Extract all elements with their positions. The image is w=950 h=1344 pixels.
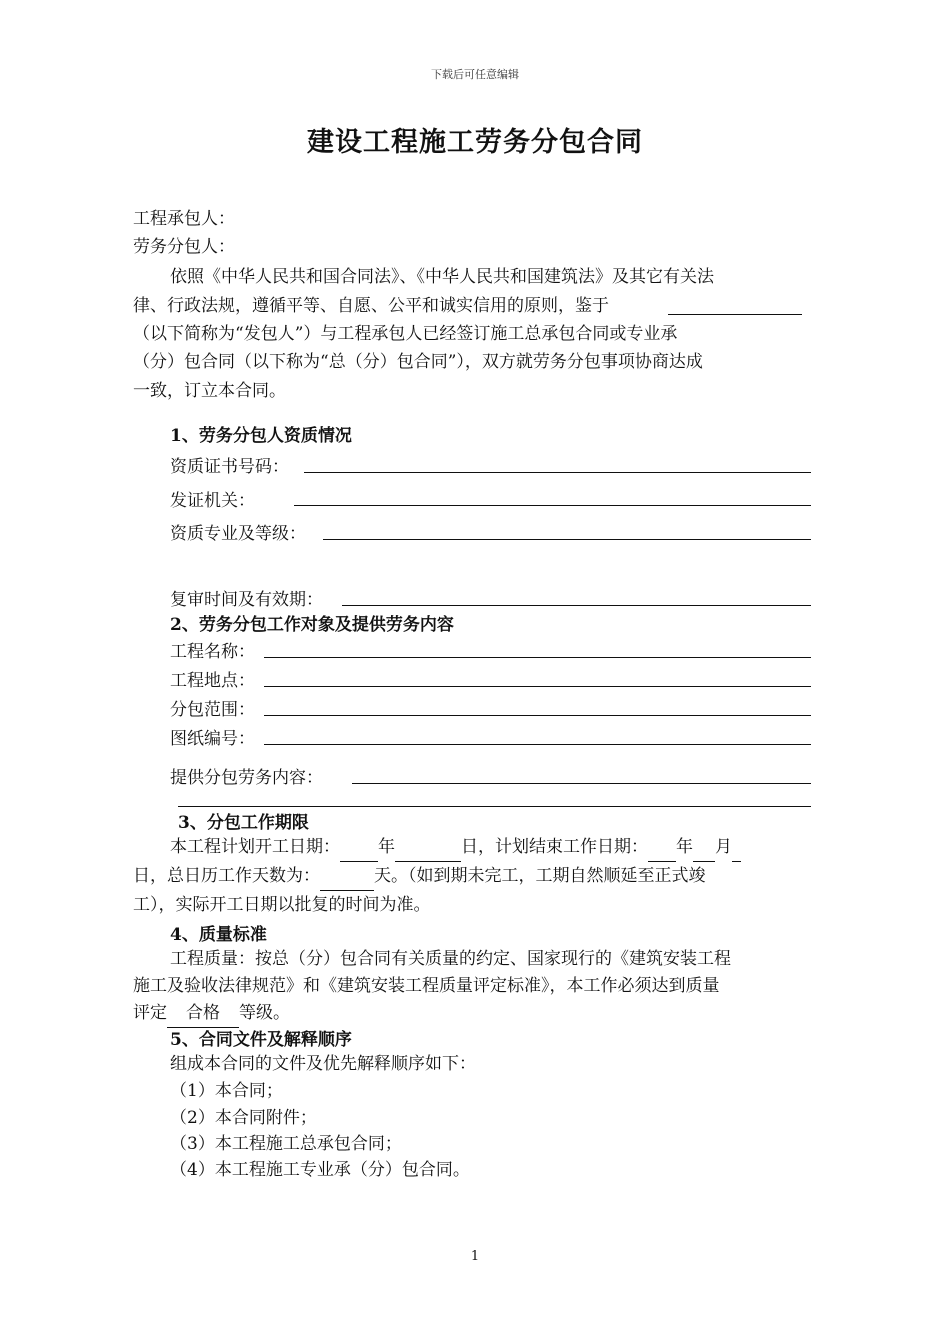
- issuer-blank[interactable]: [294, 505, 811, 506]
- start-year-blank[interactable]: [340, 833, 378, 862]
- employer-name-blank[interactable]: [668, 314, 802, 315]
- quality-label: 评定: [133, 1003, 167, 1023]
- documents-intro: 组成本合同的文件及优先解释顺序如下：: [170, 1054, 476, 1074]
- project-site-blank[interactable]: [264, 686, 811, 687]
- cert-no-blank[interactable]: [304, 472, 811, 473]
- subcontractor-label: 劳务分包人：: [133, 237, 235, 257]
- contractor-label: 工程承包人：: [133, 209, 235, 229]
- section-5-heading: 5、合同文件及解释顺序: [170, 1030, 352, 1050]
- section-1-heading: 1、劳务分包人资质情况: [170, 426, 352, 446]
- quality-suffix: 等级。: [239, 1003, 290, 1023]
- cert-no-label: 资质证书号码：: [170, 457, 289, 477]
- document-title: 建设工程施工劳务分包合同: [307, 127, 643, 158]
- project-name-label: 工程名称：: [170, 642, 255, 662]
- document-item: （1）本合同；: [170, 1081, 283, 1101]
- grade-blank[interactable]: [323, 539, 811, 540]
- quality-line-2: 施工及验收法律规范》和《建筑安装工程质量评定标准》，本工作必须达到质量: [133, 976, 720, 996]
- period-line-3: 工），实际开工日期以批复的时间为准。: [133, 895, 431, 915]
- review-label: 复审时间及有效期：: [170, 590, 323, 610]
- period-line-2: [133, 862, 706, 891]
- year-label-2: 年: [676, 837, 693, 857]
- total-days-blank[interactable]: [320, 862, 374, 891]
- content-blank-2[interactable]: [178, 806, 811, 807]
- content-blank-1[interactable]: [352, 783, 811, 784]
- header-note: 下载后可任意编辑: [431, 68, 519, 81]
- section-3-heading: 3、分包工作期限: [178, 813, 309, 833]
- page-number: 1: [470, 1249, 480, 1264]
- intro-line-5: 一致，订立本合同。: [133, 381, 286, 401]
- drawing-no-label: 图纸编号：: [170, 729, 255, 749]
- start-day-blank[interactable]: [395, 833, 461, 862]
- section-2-heading: 2、劳务分包工作对象及提供劳务内容: [170, 615, 454, 635]
- project-site-label: 工程地点：: [170, 671, 255, 691]
- total-days-label: 日，总日历工作天数为：: [133, 866, 320, 886]
- issuer-label: 发证机关：: [170, 491, 255, 511]
- document-item: （2）本合同附件；: [170, 1108, 317, 1128]
- intro-line-1: 依照《中华人民共和国合同法》、《中华人民共和国建筑法》及其它有关法: [170, 267, 714, 287]
- drawing-no-blank[interactable]: [264, 744, 811, 745]
- grade-label: 资质专业及等级：: [170, 524, 306, 544]
- end-day-blank[interactable]: [732, 833, 741, 862]
- end-year-blank[interactable]: [648, 833, 676, 862]
- section-4-heading: 4、质量标准: [170, 925, 267, 945]
- quality-value[interactable]: 合格: [167, 999, 239, 1028]
- document-item: （4）本工程施工专业承（分）包合同。: [170, 1160, 470, 1180]
- document-item: （3）本工程施工总承包合同；: [170, 1134, 402, 1154]
- quality-line-1: 工程质量：按总（分）包合同有关质量的约定、国家现行的《建筑安装工程: [170, 949, 731, 969]
- project-name-blank[interactable]: [264, 657, 811, 658]
- quality-line-3: [133, 999, 290, 1028]
- end-month-blank[interactable]: [693, 833, 715, 862]
- scope-label: 分包范围：: [170, 700, 255, 720]
- intro-line-2: 律、行政法规，遵循平等、自愿、公平和诚实信用的原则，鉴于: [133, 296, 609, 316]
- month-label: 月: [715, 837, 732, 857]
- intro-line-3: （以下简称为“发包人”）与工程承包人已经签订施工总承包合同或专业承: [133, 324, 678, 344]
- period-line-1: [170, 833, 741, 862]
- intro-line-4: （分）包合同（以下称为“总（分）包合同”），双方就劳务分包事项协商达成: [133, 352, 703, 372]
- review-blank[interactable]: [342, 605, 811, 606]
- start-date-label: 本工程计划开工日期：: [170, 837, 340, 857]
- end-date-label: 日，计划结束工作日期：: [461, 837, 648, 857]
- days-note: 天。（如到期未完工，工期自然顺延至正式竣: [374, 866, 706, 886]
- year-label: 年: [378, 837, 395, 857]
- content-label: 提供分包劳务内容：: [170, 768, 323, 788]
- scope-blank[interactable]: [264, 715, 811, 716]
